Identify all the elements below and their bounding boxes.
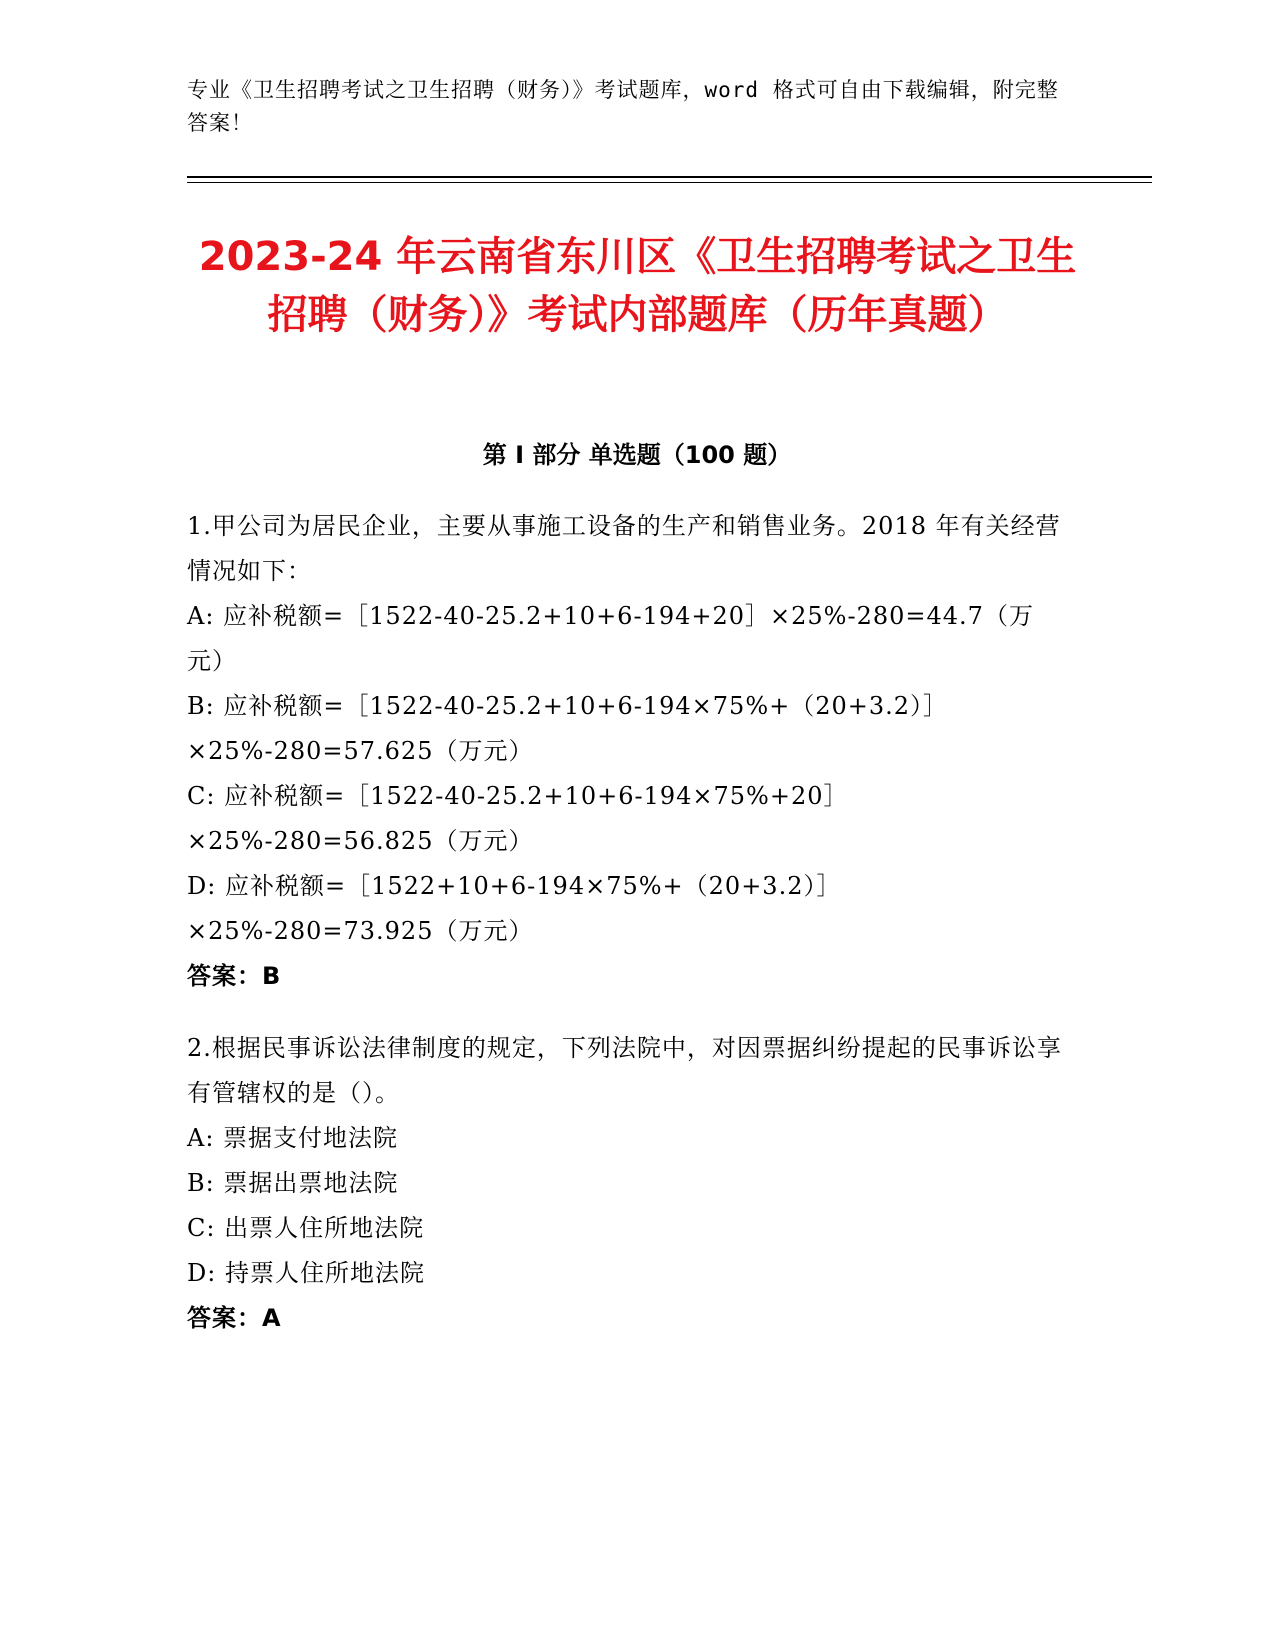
option-d: D: 应补税额=［1522+10+6-194×75%+（20+3.2）］×25%-280=73.925（万元） <box>187 872 842 945</box>
option-a: A: 票据支付地法院 <box>187 1124 399 1152</box>
answer-value: B <box>262 962 282 990</box>
answer-value: A <box>262 1304 282 1332</box>
option-d: D: 持票人住所地法院 <box>187 1259 425 1287</box>
answer-label: 答案： <box>187 962 262 990</box>
header-divider-thick <box>187 176 1152 178</box>
question-stem: 1.甲公司为居民企业，主要从事施工设备的生产和销售业务。2018 年有关经营情况如下： <box>187 512 1061 585</box>
option-b: B: 票据出票地法院 <box>187 1169 399 1197</box>
option-b: B: 应补税额=［1522-40-25.2+10+6-194×75%+（20+3.2）］×25%-280=57.625（万元） <box>187 692 949 765</box>
document-title: 2023-24 年云南省东川区《卫生招聘考试之卫生招聘（财务）》考试内部题库（历年真题） <box>198 234 1077 338</box>
section-title: 第 I 部分 单选题（100 题） <box>482 441 792 469</box>
header-divider-thin <box>187 182 1152 183</box>
answer-line <box>187 1296 1067 1341</box>
question-2 <box>187 1026 1067 1341</box>
option-c: C: 出票人住所地法院 <box>187 1214 425 1242</box>
answer-label: 答案： <box>187 1304 262 1332</box>
option-c: C: 应补税额=［1522-40-25.2+10+6-194×75%+20］×25%-280=56.825（万元） <box>187 782 849 855</box>
header-note: 专业《卫生招聘考试之卫生招聘（财务）》考试题库，word 格式可自由下载编辑，附完整答案！ <box>187 78 1059 135</box>
answer-line <box>187 954 1067 999</box>
option-a: A: 应补税额=［1522-40-25.2+10+6-194+20］×25%-280=44.7（万元） <box>187 602 1034 675</box>
question-stem: 2.根据民事诉讼法律制度的规定，下列法院中，对因票据纠纷提起的民事诉讼享有管辖权的是（）。 <box>187 1034 1062 1107</box>
question-1 <box>187 504 1067 999</box>
